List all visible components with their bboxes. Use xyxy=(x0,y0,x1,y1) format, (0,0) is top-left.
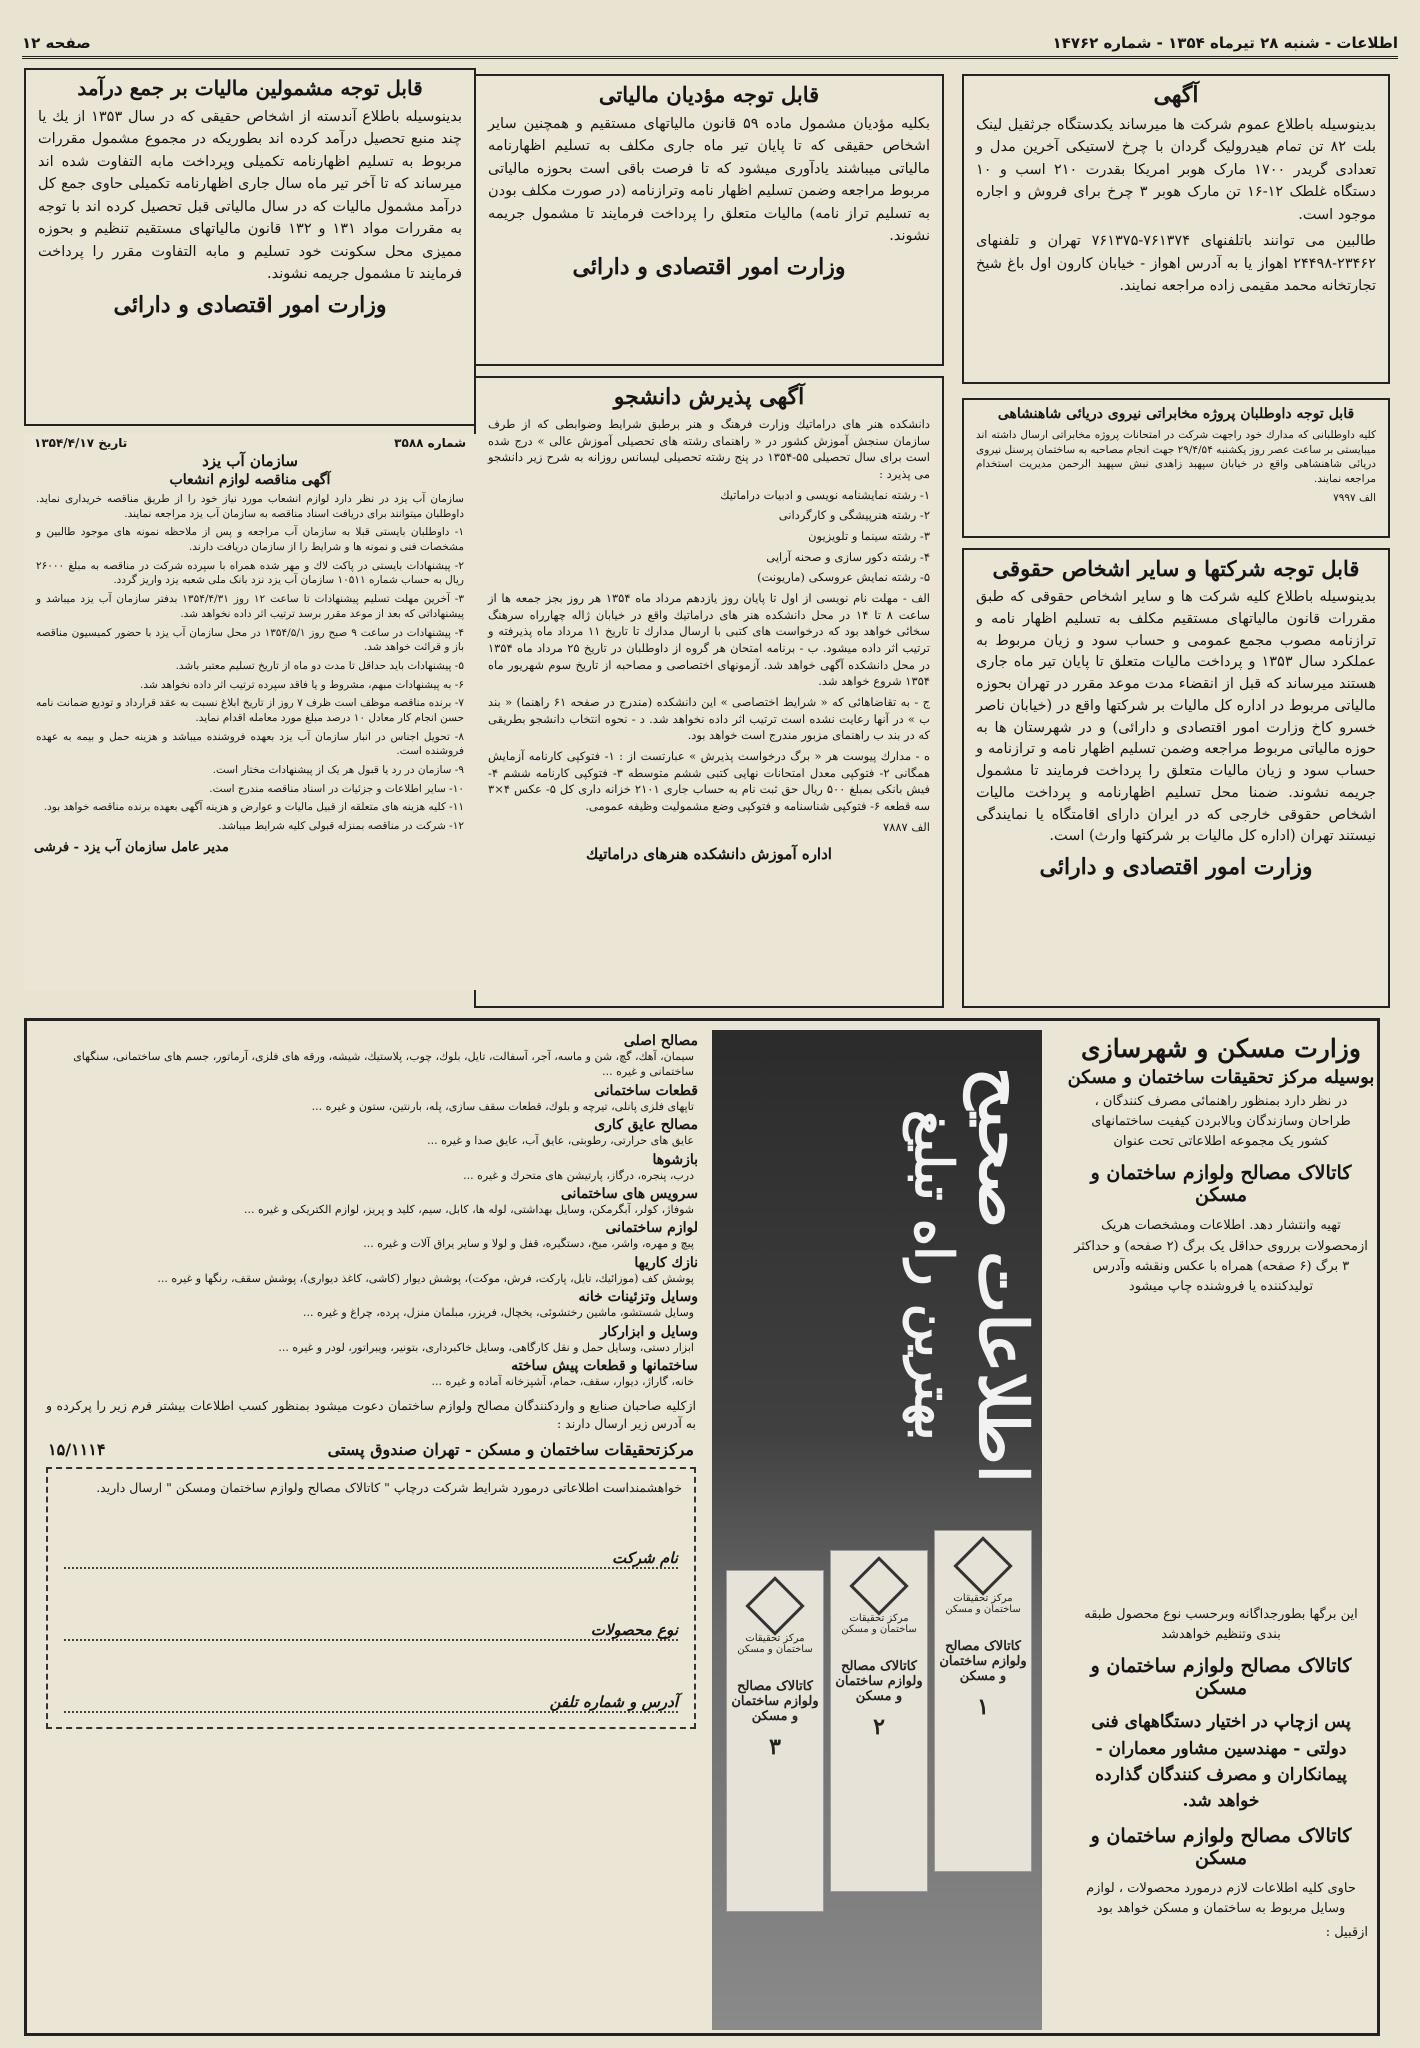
category-items: ابزار دستی، وسایل حمل و نقل کارگاهی، وسایل خاکبرداری، بتونیر، ویبراتور، لودر و غیره ... xyxy=(278,1340,694,1354)
company-name-field[interactable] xyxy=(64,1537,678,1569)
company-name-label: نام شرکت xyxy=(612,1548,678,1567)
ministry-catalog-name: کاتالاک مصالح ولوازم ساختمان و مسکن xyxy=(1090,1162,1352,1207)
category-items: خانه، گاراژ، دیوار، سقف، حمام، آشپزخانه آماده و غیره ... xyxy=(431,1374,694,1388)
tender-item: ۵- پیشنهادات باید حداقل تا مدت دو ماه از تاریخ تسلیم معتبر باشد. xyxy=(175,659,464,672)
students-details: الف - مهلت نام نویسی از اول تا پایان روز یازدهم مرداد ماه ۱۳۵۴ هر روز بجز جمعه ها از ساعت ۸ تا ۱۴ در محل دانشکده هنر های دراماتیك واقع در خیابان ژاله چهارراه سرهنگ سخائی خواهد بود که درخواست های کتبی با ارسال مدارك تا تاریخ ۱۱ مرداد ماه پذیرفته و ترتیب اثر داده میشود. ب - برنامه امتحان هر گروه از داوطلبان در تاریخ ۲۵ مرداد ماه ۱۳۵۴ در محل دانشکده آگهی خواهد شد. آزمونهای اختصاصی و مصاحبه از تاریخ سوم شهریور ماه ۱۳۵۴ شروع خواهد شد. xyxy=(488,591,931,689)
navy-ad-title: قابل توجه داوطلبان پروژه مخابراتی نیروی دریائی شاهنشاهی xyxy=(997,406,1355,422)
legal-entities-tax-ad xyxy=(962,548,1390,1008)
student-admission-ad xyxy=(474,376,944,1008)
field-item: ۴- رشته دکور سازی و صحنه آرایی xyxy=(766,549,930,564)
students-fields xyxy=(476,487,942,586)
tax-payers-ad xyxy=(474,74,944,366)
book-header: مرکز تحقیقات ساختمان و مسکن xyxy=(945,1593,1021,1615)
catalog-form xyxy=(34,1030,708,2030)
tender-item: ۲- پیشنهادات بایستی در پاکت لاك و مهر شده همراه با سپرده شرکت در مناقصه به مبلغ ۲۶۰۰۰ ریال به حساب شماره ۱۰۵۱۱ سازمان آب یزد نزد بانک ملی شعبه یزد واریز گردد. xyxy=(36,559,464,587)
ministry-intro: در نظر دارد بمنظور راهنمائی مصرف کنندگان ، طراحان وسازندگان وبالابردن کیفیت ساختمانهای کشور یک مجموعه اطلاعاتی تحت عنوان xyxy=(1091,1094,1351,1150)
ministry-name: وزارت مسکن و شهرسازی xyxy=(1081,1034,1361,1063)
legal-ad-signature: وزارت امور اقتصادی و دارائی xyxy=(1039,854,1313,880)
category-title: مصالح عایق کاری xyxy=(594,1117,698,1134)
form-invite: ازکلیه صاحبان صنایع و واردکنندگان مصالح ولوازم ساختمان دعوت میشود بمنظور کسب اطلاعات بیشتر فرم زیر را پرکرده و به آدرس زیر ارسال دارند : xyxy=(46,1398,696,1432)
catalog-logo-icon xyxy=(849,1556,908,1615)
ministry-closing: حاوی کلیه اطلاعات لازم درمورد محصولات ، لوازم وسایل مربوط به ساختمان و مسکن خواهد بود xyxy=(1086,1880,1356,1916)
field-item: ۳- رشته سینما و تلویزیون xyxy=(808,529,930,544)
book-header: مرکز تحقیقات ساختمان و مسکن xyxy=(737,1633,813,1655)
category-items: عایق های حرارتی، رطوبتی، عایق آب، عایق صدا و غیره ... xyxy=(427,1134,694,1148)
category-title: مصالح اصلی xyxy=(623,1033,698,1049)
tender-item: ۱۱- کلیه هزینه های متعلقه از قبیل مالیات و عوارض و هزینه آگهی بعهده برنده مناقصه خواهد بود. xyxy=(43,801,464,814)
page-header xyxy=(22,30,1398,59)
address-label: مرکزتحقیقات ساختمان و مسکن - تهران صندوق پستی xyxy=(327,1439,694,1459)
category-items: شوفاژ، کولر، آبگرمکن، وسایل بهداشتی، لوله ها، کابل، سیم، کلید و پریز، لوازم الکتریکی و غیره ... xyxy=(244,1202,694,1216)
legal-ad-title: قابل توجه شرکتها و سایر اشخاص حقوقی xyxy=(992,556,1360,581)
students-signature: اداره آموزش دانشکده هنرهای دراماتیك xyxy=(586,845,832,864)
tender-meta xyxy=(34,436,466,450)
students-code: الف ۷۸۸۷ xyxy=(883,819,930,834)
book-label: کاتالاک مصالح ولوازم ساختمان و مسکن xyxy=(939,1639,1027,1684)
category-list xyxy=(34,1033,708,1389)
ministry-footer: ازقبیل : xyxy=(1325,1924,1368,1940)
catalog-book xyxy=(830,1550,928,1892)
category-title: لوازم ساختمانی xyxy=(605,1220,698,1237)
category-items: پوشش کف (موزائیك، تایل، پارکت، فرش، موکت)، پوشش دیوار (کاشی، کاغذ دیواری)، پوشش سقف، رنگها و غیره ... xyxy=(157,1271,694,1285)
tender-item: ۹- سازمان در رد یا قبول هر یک از پیشنهادات مختار است. xyxy=(212,764,464,776)
tender-item: ۸- تحویل اجناس در انبار سازمان آب یزد بعهده فروشنده میباشد و هزینه حمل و بیمه به عهده فروشنده است. xyxy=(36,730,464,758)
tender-intro: سازمان آب یزد در نظر دارد لوازم انشعاب مورد نیاز خود را از طریق مناقصه خریداری نماید. داوطلبان میتوانند برای دریافت اسناد مناقصه به سازمان آب یزد مراجعه نمایند. xyxy=(36,493,464,520)
category-items: سیمان، آهك، گچ، شن و ماسه، آجر، آسفالت، تایل، بلوك، چوب، پلاستیك، شیشه، ورقه های فلزی، آرماتور، جسم های ساختمانی، سنگهای ساختمانی و غیره ... xyxy=(73,1050,694,1079)
income-tax-signature: وزارت امور اقتصادی و دارائی xyxy=(113,291,387,318)
request-form[interactable] xyxy=(46,1467,696,1729)
ministry-details: تهیه وانتشار دهد. اطلاعات ومشخصات هریک ازمحصولات برروی حداقل یک برگ (۲ صفحه) و حداکثر ۳ برگ (۶ صفحه) همراه با عکس ونقشه وآدرس تولیدکننده یا فروشنده چاپ میشود xyxy=(1074,1218,1368,1294)
sale-ad-body: بدینوسیله باطلاع عموم شرکت ها میرساند یکدستگاه جرثقیل لینک بلت ۸۲ تن تمام هیدرولیک گردان با چرخ لاستیکی آخرین مدل و تعدادی گریدر ۱۷۰۰ مارک هوبر امریکا بقدرت ۲۱۰ اسب و ۱۰ دستگاه غلطک ۱۲-۱۶ تن مارک هوبر ۳ چرخ برای فروش و اجاره موجود است. xyxy=(976,117,1377,223)
product-type-field[interactable] xyxy=(64,1609,678,1641)
book-header: مرکز تحقیقات ساختمان و مسکن xyxy=(841,1613,917,1635)
ministry-distribution: پس ازچاپ در اختیار دستگاههای فنی دولتی - مهندسین مشاور معماران - پیمانکاران و مصرف کنندگان گذارده خواهد شد. xyxy=(1091,1712,1351,1812)
tender-items xyxy=(24,525,476,833)
water-tender-ad xyxy=(24,434,476,990)
income-tax-ad xyxy=(24,68,476,426)
students-intro: دانشکده هنر های دراماتیك وزارت فرهنگ و هنر برطبق شرایط وضوابطی که از طرف سازمان سنجش آموزش کشور در « راهنمای رشته های تحصیلی آموزش عالی » درج شده است برای سال تحصیلی ۵۵-۱۳۵۴ در پنج رشته تحصیلی لیسانس روزانه به شرح زیر دانشجو می پذیرد : xyxy=(488,417,931,482)
category-items: پیچ و مهره، واشر، میخ، دستگیره، قفل و لولا و سایر یراق آلات و غیره ... xyxy=(363,1237,694,1251)
navy-ad xyxy=(962,398,1390,538)
field-item: ۲- رشته هنرپیشگی و کارگردانی xyxy=(778,508,930,523)
tender-signature: مدیر عامل سازمان آب یزد - فرشی xyxy=(34,839,229,855)
address-phone-field[interactable] xyxy=(64,1681,678,1713)
tax-payers-body: بکلیه مؤدیان مشمول ماده ۵۹ قانون مالیاتهای مستقیم و همچنین سایر اشخاص حقیقی که تا پایان تیر ماه جاری مکلف به تسلیم اظهارنامه مالیاتی میباشند یادآوری میشود که تا فرصت باقی است بحوزه مالیاتی مربوط مراجعه وضمن تسلیم اظهار نامه وترازنامه (در صورت مکلف بودن به تسلیم تراز نامه) مالیات متعلق را پرداخت فرمایند تا مشمول جریمه نشوند. xyxy=(488,116,930,245)
tax-payers-signature: وزارت امور اقتصادی و دارائی xyxy=(572,253,846,280)
tender-item: ۶- به پیشنهادات مبهم، مشروط و یا فاقد سپرده ترتیب اثر داده نخواهد شد. xyxy=(140,678,464,691)
form-request-text: خواهشمنداست اطلاعاتی درمورد شرایط شرکت درچاپ " کاتالاک مصالح ولوازم ساختمان ومسکن " ارسال دارید. xyxy=(96,1479,682,1495)
category-title: وسایل و ابزارکار xyxy=(600,1323,698,1340)
catalog-photo xyxy=(712,1030,1042,2030)
ministry-center: بوسیله مرکز تحقیقات ساختمان و مسکن xyxy=(1067,1067,1375,1088)
slogan-line-1: اطلاعات صحیح xyxy=(964,1066,1042,1483)
catalog-book xyxy=(934,1530,1032,1872)
tender-item: ۱۲- شرکت در مناقصه بمنزله قبولی کلیه شرایط میباشد. xyxy=(218,820,464,833)
category-title: ساختمانها و قطعات پیش ساخته xyxy=(511,1357,698,1374)
tax-payers-title: قابل توجه مؤدیان مالیاتی xyxy=(598,82,820,107)
category-title: قطعات ساختمانی xyxy=(593,1082,698,1099)
ministry-ad xyxy=(1062,1034,1380,2024)
students-title: آگهی پذیرش دانشجو xyxy=(613,384,805,410)
po-box: ۱۵/۱۱۱۴ xyxy=(48,1439,106,1459)
category-title: نازك کاریها xyxy=(634,1254,698,1271)
category-items: درب، پنجره، درگاز، پارتیشن های متحرك و غیره ... xyxy=(463,1168,694,1182)
students-notes: ج - به تقاضاهائی که « شرایط اختصاصی » این دانشکده (مندرج در صفحه ۶۱ راهنما) « بند ب » در آنها رعایت نشده است ترتیب اثر داده نخواهد شد. د - نحوه انتخاب دانشجو بطریقی که در بند ب راهنمای مزبور مندرج است خواهد بود. xyxy=(488,695,930,743)
category-items: وسایل شستشو، ماشین رختشوئی، یخچال، فریزر، مبلمان منزل، پرده، چراغ و غیره ... xyxy=(303,1306,694,1320)
book-volume: ۱ xyxy=(977,1694,989,1720)
ministry-catalog-name-3: کاتالاک مصالح ولوازم ساختمان و مسکن xyxy=(1090,1824,1352,1869)
tender-item: ۱- داوطلبان بایستی قبلا به سازمان آب مراجعه و پس از ملاحظه نمونه های موجود طالبین و مشخصات فنی و نمونه ها و شرایط را از سازمان دریافت دارند. xyxy=(36,526,464,554)
slogan-line-2: بهترین راه تبلیغ xyxy=(903,1109,964,1441)
book-volume: ۳ xyxy=(769,1734,781,1760)
tender-number: شماره ۳۵۸۸ xyxy=(394,436,466,450)
field-item: ۵- رشته نمایش عروسکی (ماریونت) xyxy=(757,570,930,585)
sale-ad xyxy=(962,74,1390,384)
product-type-label: نوع محصولات xyxy=(590,1620,678,1639)
navy-ad-code: الف ۷۹۹۷ xyxy=(1333,491,1376,504)
tender-date: تاریخ ۱۳۵۴/۴/۱۷ xyxy=(34,436,128,450)
sale-ad-title: آگهی xyxy=(1153,82,1199,108)
tender-title: آگهی مناقصه لوازم انشعاب xyxy=(169,472,331,488)
tender-item: ۴- پیشنهادات در ساعت ۹ صبح روز ۱۳۵۴/۵/۱ در محل سازمان آب یزد با حضور کمیسیون مناقصه باز و قرائت خواهد شد. xyxy=(36,626,464,654)
book-label: کاتالاک مصالح ولوازم ساختمان و مسکن xyxy=(835,1659,923,1704)
book-label: کاتالاک مصالح ولوازم ساختمان و مسکن xyxy=(731,1679,819,1724)
ministry-catalog-name-2: کاتالاک مصالح ولوازم ساختمان و مسکن xyxy=(1090,1655,1352,1700)
category-title: سرویس های ساختمانی xyxy=(560,1185,698,1202)
catalog-logo-icon xyxy=(953,1536,1012,1595)
students-docs: ه - مدارك پیوست هر « برگ درخواست پذیرش » عبارتست از : ۱- فتوکپی کارنامه آزمایش همگانی ۲- فتوکپی معدل امتحانات نهایی کتبی ششم متوسطه ۳- فتوکپی کارنامه ششم ۴- فیش بانکی بمبلغ ۵۰۰ ریال حق ثبت نام به حساب جاری ۲۱۰۱ خزانه داری کل ۵- عکس ۴×۳ سه قطعه ۶- فتوکپی شناسنامه و فتوکپی وضع مشمولیت وظیفه عمومی. xyxy=(488,749,930,814)
form-address xyxy=(48,1440,694,1459)
tender-item: ۱۰- سایر اطلاعات و جزئیات در اسناد مناقصه مندرج است. xyxy=(209,782,464,795)
field-item: ۱- رشته نمایشنامه نویسی و ادبیات دراماتیك xyxy=(720,487,930,502)
income-tax-title: قابل توجه مشمولین مالیات بر جمع درآمد xyxy=(77,76,423,100)
ministry-photo-strip xyxy=(1062,1301,1380,1601)
sale-ad-contact: طالبین می توانند باتلفنهای ۷۶۱۳۷۴-۷۶۱۳۷۵ تهران و تلفنهای ۲۳۴۶۲-۲۴۴۹۸ اهواز یا به آدرس اهواز - خیابان کارون اول باغ شیخ تجارتخانه محمد مقیمی زاده مراجعه نمایند. xyxy=(976,233,1377,295)
category-items: تاپهای فلزی پانلی، تیرچه و بلوك، قطعات سقف سازی، پله، بارنتین، ستون و غیره ... xyxy=(311,1099,694,1113)
page-number: صفحه ۱۲ xyxy=(22,34,91,52)
catalog-book xyxy=(726,1570,824,1912)
category-title: وسایل وتزئینات خانه xyxy=(578,1289,698,1306)
issue-info: اطلاعات - شنبه ۲۸ تیرماه ۱۳۵۴ - شماره ۱۴۷۶۲ xyxy=(1052,34,1398,52)
tender-item: ۷- برنده مناقصه موظف است ظرف ۷ روز از تاریخ ابلاغ نسبت به عقد قرارداد و تودیع ضمانت نامه حسن انجام کار معادل ۱۰ درصد مبلغ مورد معامله اقدام نماید. xyxy=(36,697,465,724)
ministry-arrangement: این برگها بطورجداگانه وبرحسب نوع محصول طبقه بندی وتنظیم خواهدشد xyxy=(1084,1606,1358,1643)
legal-ad-body: بدینوسیله باطلاع کلیه شرکت ها و سایر اشخاص حقوقی که طبق مقررات قانون مالیاتهای مستقیم مکلف به تسلیم اظهار نامه و ترازنامه مصوب مجمع عمومی و حساب سود و زیان مربوط به عملکرد سال ۱۳۵۳ و پرداخت مالیات متعلق تا پایان تیر ماه جاری هستند میرساند که قبل از انقضاء مدت موعد مقرر در تهران بحوزه مالیاتی مربوط در اداره کل مالیات بر شرکتها واقع در (خیابان ناصر خسرو کاخ وزارت امور اقتصادی و دارائی) و در شهرستان ها به حوزه مالیاتی مربوط مراجعه وضمن تسلیم اظهار نامه و ترازنامه و حساب سود و زیان مالیات متعلق را پرداخت فرمایند تا مشمول جریمه نشوند. ضمنا محل تسلیم اظهارنامه و پرداخت مالیات اشخاص حقوقی خارجی که در ایران دارای اقامتگاه یا نمایندگی نیستند تهران (اداره کل مالیات بر شرکتها وارث) است. xyxy=(976,589,1376,845)
photo-slogan xyxy=(712,1060,1042,1490)
navy-ad-body: کلیه داوطلبانی که مدارك خود راجهت شرکت در امتحانات پروژه مخابراتی ارسال داشته اند میبایستی بر ساعت عصر روز یکشنبه ۲۹/۴/۵۴ جهت انجام مصاحبه به ساختمان پرسنل نیروی دریائی شاهنشاهی واقع در خیابان سپهبد زاهدی نبش سپهبد الرحمن مدیریت استخدام مراجعه نمایند. xyxy=(976,429,1376,486)
category-title: بازشوها xyxy=(652,1151,698,1168)
income-tax-body: بدینوسیله باطلاع آندسته از اشخاص حقیقی که در سال ۱۳۵۳ از یك یا چند منبع تحصیل درآمد کرده اند بطوریکه در مجموع مشمول مقررات مربوط به تسلیم اظهارنامه تکمیلی وپرداخت مابه التفاوت شده اند میرساند که تا آخر تیر ماه سال جاری اظهارنامه تکمیلی حاوی جمع کل درآمد مشمول مالیات که در سال مالیاتی قبل تحصیل کرده اند با توجه به مقررات مواد ۱۳۱ و ۱۳۲ قانون مالیاتهای مستقیم تنظیم و بحوزه ممیزی محل سکونت خود تسلیم و مابه التفاوت مقرر را پرداخت فرمایند تا مشمول جریمه نشوند. xyxy=(38,109,462,283)
address-phone-label: آدرس و شماره تلفن xyxy=(549,1692,678,1711)
book-volume: ۲ xyxy=(873,1714,885,1740)
tender-org: سازمان آب یزد xyxy=(202,452,298,470)
tender-item: ۳- آخرین مهلت تسلیم پیشنهادات تا ساعت ۱۲ روز ۱۳۵۴/۴/۳۱ بدفتر سازمان آب یزد میباشد و پیشنهاداتی که بعد از موعد مقرر برسد ترتیب اثر داده نخواهد شد. xyxy=(36,593,464,620)
catalog-logo-icon xyxy=(745,1576,804,1635)
